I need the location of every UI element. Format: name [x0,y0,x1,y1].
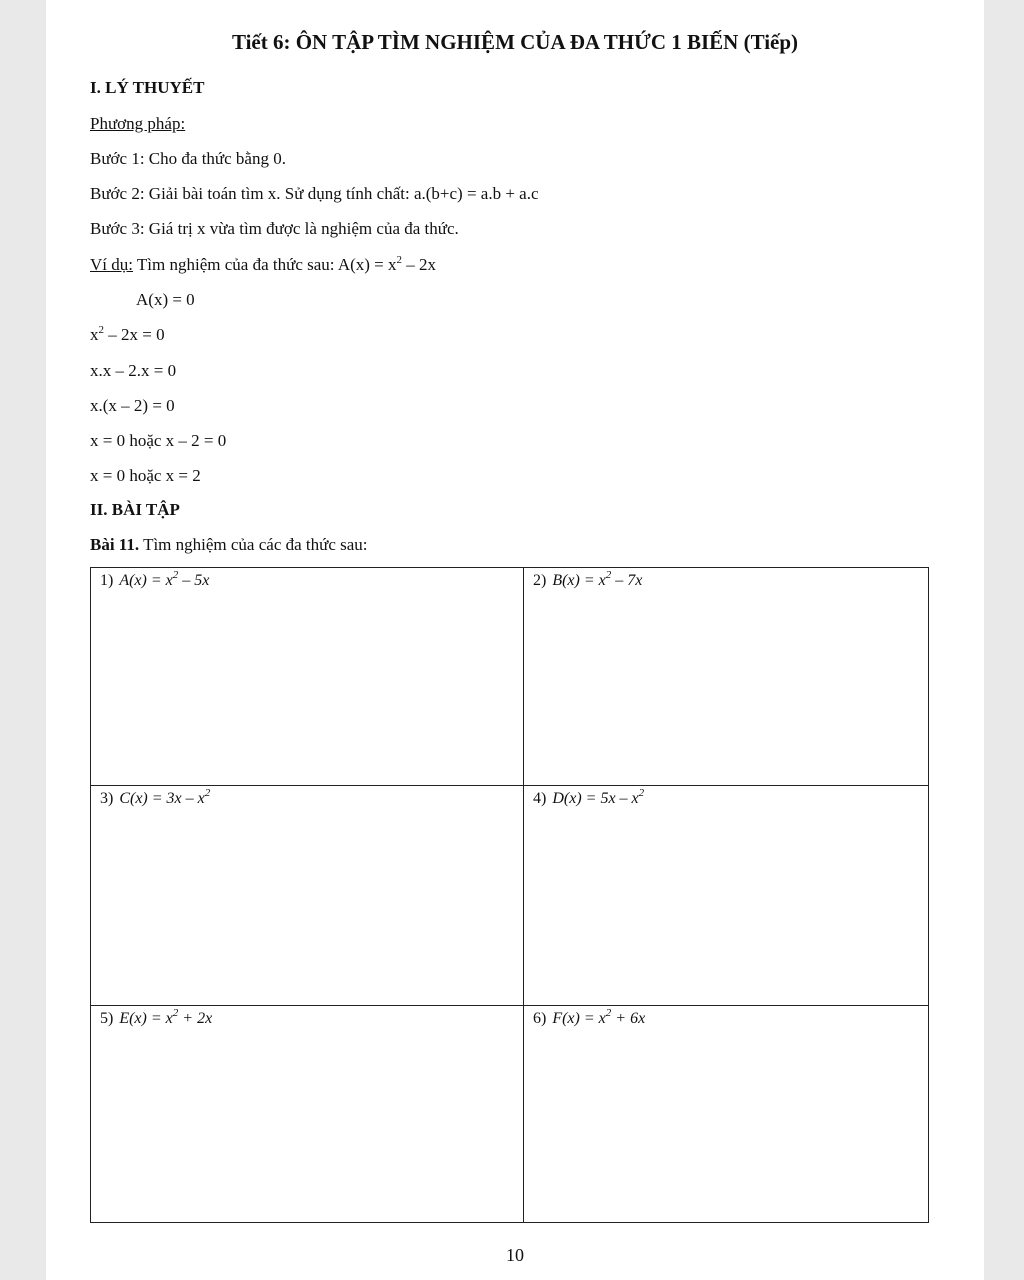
exercise-number: 4) [533,790,547,807]
exercise-exponent: 2 [605,569,612,581]
exercise-exponent: 2 [605,1007,612,1019]
example-text-a: Tìm nghiệm của đa thức sau: A(x) = x [132,255,397,274]
method-label: Phương pháp: [90,114,186,133]
example-line [90,255,436,275]
page-number: 10 [506,1245,524,1265]
exercise-exponent: 2 [638,787,645,799]
exercise-formula: A(x) = x [119,572,173,589]
solution-2-a: x [90,325,99,344]
exercise-exponent: 2 [204,787,211,799]
solution-line-6: x = 0 hoặc x = 2 [90,466,201,485]
solution-2-b: – 2x = 0 [104,325,165,344]
exercise-number: 2) [533,572,547,589]
exercise-formula-tail: + 2x [178,1010,213,1027]
solution-2-exponent: 2 [98,324,104,336]
exercise-cell-5 [91,1006,524,1222]
exercise-exponent: 2 [172,1007,179,1019]
exercise-number: 3) [100,790,114,807]
exercise-formula: D(x) = 5x – x [552,790,639,807]
document-page [46,0,984,1280]
exercise-formula: C(x) = 3x – x [119,790,205,807]
step-2: Bước 2: Giải bài toán tìm x. Sử dụng tính chất: a.(b+c) = a.b + a.c [90,184,539,203]
example-text-b: – 2x [402,255,437,274]
exercise-label: Bài 11. [90,535,140,554]
exercise-formula-tail: – 7x [611,572,643,589]
exercise-cell-1 [91,568,524,786]
solution-line-5: x = 0 hoặc x – 2 = 0 [90,431,227,450]
solution-line-2 [90,325,165,345]
solution-line-3: x.x – 2.x = 0 [90,361,177,380]
page-title: Tiết 6: ÔN TẬP TÌM NGHIỆM CỦA ĐA THỨC 1 BIẾN (Tiếp) [231,30,799,54]
exercise-text: Tìm nghiệm của các đa thức sau: [139,535,368,554]
exercise-number: 1) [100,572,114,589]
step-1: Bước 1: Cho đa thức bằng 0. [90,149,286,168]
exercise-intro [90,535,368,555]
exercise-formula: F(x) = x [552,1010,606,1027]
exercise-cell-4 [524,786,928,1006]
exercise-formula-tail: – 5x [178,572,210,589]
exercise-formula: E(x) = x [119,1010,173,1027]
theory-heading: I. LÝ THUYẾT [90,78,205,97]
exercise-formula: B(x) = x [552,572,606,589]
solution-line-4: x.(x – 2) = 0 [90,396,175,415]
step-3: Bước 3: Giá trị x vừa tìm được là nghiệm của đa thức. [90,219,459,238]
exercise-formula-tail: + 6x [611,1010,646,1027]
solution-line-1: A(x) = 0 [136,290,195,309]
exercise-cell-6 [524,1006,928,1222]
exercise-table [90,567,929,1223]
example-exponent: 2 [396,254,403,266]
example-label: Ví dụ: [90,255,133,274]
exercise-heading: II. BÀI TẬP [90,500,180,519]
exercise-cell-2 [524,568,928,786]
exercise-number: 5) [100,1010,114,1027]
exercise-cell-3 [91,786,524,1006]
exercise-number: 6) [533,1010,547,1027]
exercise-exponent: 2 [172,569,179,581]
